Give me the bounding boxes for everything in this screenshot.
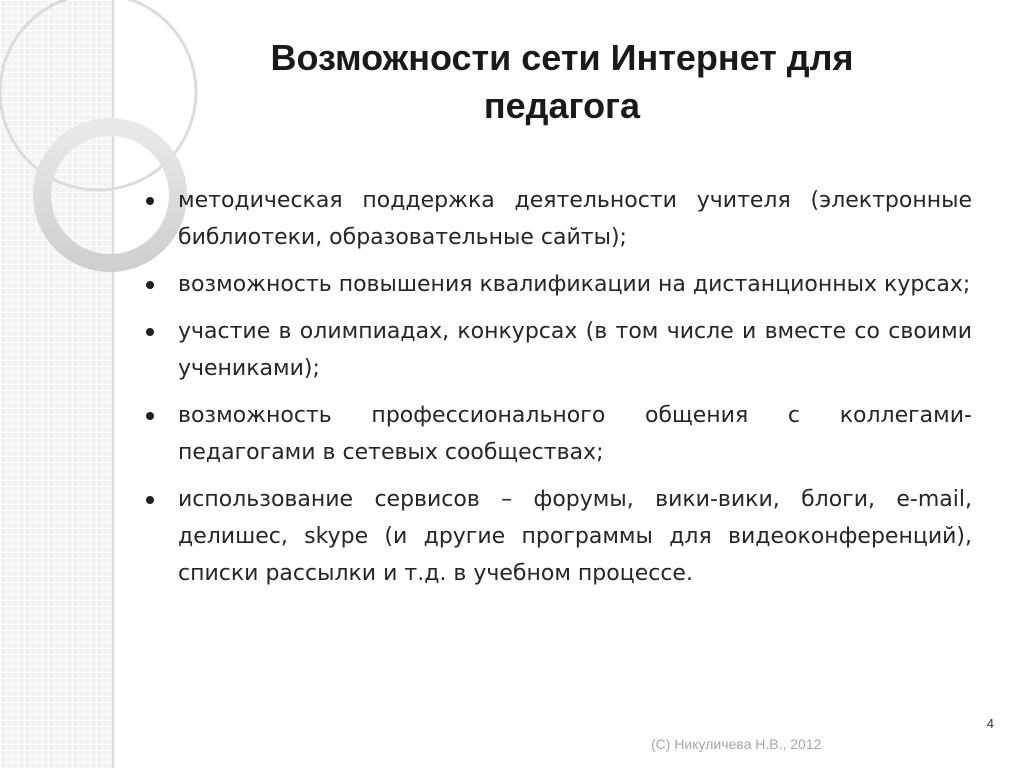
- bullet-item: [146, 481, 972, 592]
- bullet-dot-icon: [146, 281, 154, 289]
- bullet-dot-icon: [146, 496, 154, 504]
- bullet-item: [146, 313, 972, 387]
- bullet-text: использование сервисов – форумы, вики-вики, блоги, e-mail, делишес, skype (и другие программы для видеоконференций), списки рассылки и т.д. в учебном процессе.: [178, 487, 972, 586]
- title-line-1: Возможности сети Интернет для: [270, 37, 854, 78]
- footer-copyright: (С) Никуличева Н.В., 2012: [651, 736, 822, 752]
- bullet-dot-icon: [146, 197, 154, 205]
- page-number: 4: [986, 716, 994, 731]
- title-line-2: педагога: [483, 85, 641, 126]
- bullet-text: участие в олимпиадах, конкурсах (в том числе и вместе со своими учениками);: [178, 319, 972, 381]
- bullet-list: [146, 182, 972, 602]
- slide-title: [150, 34, 974, 130]
- bullet-text: возможность повышения квалификации на дистанционных курсах;: [178, 272, 971, 297]
- bullet-item: [146, 397, 972, 471]
- bullet-item: [146, 182, 972, 256]
- bullet-dot-icon: [146, 412, 154, 420]
- bullet-text: возможность профессионального общения с коллегами-педагогами в сетевых сообществах;: [178, 403, 972, 465]
- bullet-dot-icon: [146, 328, 154, 336]
- bullet-item: [146, 266, 972, 303]
- bullet-text: методическая поддержка деятельности учителя (электронные библиотеки, образовательные сайты);: [178, 188, 972, 250]
